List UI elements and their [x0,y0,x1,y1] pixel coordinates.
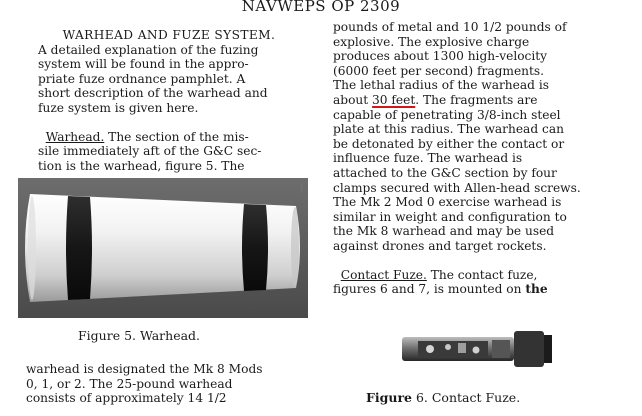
intro-line-0: A detailed explanation of the fuzing [38,42,259,57]
figure5-caption: Figure 5. Warhead. [78,328,201,343]
intro-line-3: short description of the warhead and [38,86,268,101]
right-line-2: produces about 1300 high-velocity [333,49,548,64]
right-after-line-2: be detonated by either the contact or [333,136,565,151]
contact-line-1: Contact Fuze. The contact fuze, [340,267,538,282]
tail-line-2: consists of approximately 14 1/2 [26,391,227,406]
right-line-1: explosive. The explosive charge [333,34,530,49]
right-line-3: (6000 feet per second) fragments. [333,63,545,78]
warhead-line-1: sile immediately aft of the G&C sec- [38,144,262,159]
margin-mark: ¦ [300,183,304,194]
figure6-caption: Figure 6. Contact Fuze. [366,390,521,405]
right-after-line-6: The Mk 2 Mod 0 exercise warhead is [333,195,562,210]
right-after-line-9: against drones and target rockets. [333,238,547,253]
right-after-line-7: similar in weight and configuration to [333,209,567,224]
right-after-line-4: attached to the G&C section by four [333,165,557,180]
contact-fuze-photo [398,323,556,373]
right-line-4: The lethal radius of the warhead is [333,78,549,93]
warhead-line-0: The section of the mis- [104,129,249,144]
right-after-line-3: influence fuze. The warhead is [333,151,523,166]
tail-line-1: 0, 1, or 2. The 25-pound warhead [26,376,233,391]
warhead-photo [18,178,308,318]
contact-line-2: figures 6 and 7, is mounted on the [333,282,548,297]
left-column [38,28,300,173]
lethal-paragraph-end [333,108,637,254]
lethal-radius-value: 30 feet [372,92,416,107]
contact-fuze-heading: Contact Fuze. [340,267,427,282]
intro-paragraph [38,43,300,116]
warhead-paragraph [38,130,300,174]
tail-line-0: warhead is designated the Mk 8 Mods [26,362,263,376]
intro-line-1: system will be found in the appro- [38,57,249,72]
intro-line-4: fuze system is given here. [38,100,199,115]
section-title: WARHEAD AND FUZE SYSTEM. [62,28,276,42]
right-line-0: pounds of metal and 10 1/2 pounds of [333,20,567,34]
right-after-line-0: capable of penetrating 3/8-inch steel [333,107,561,122]
page-header: NAVWEPS OP 2309 [241,0,401,15]
right-after-line-5: clamps secured with Allen-head screws. [333,180,581,195]
lethal-paragraph-start [333,20,637,93]
radius-line: about 30 feet. The fragments are [333,92,538,107]
warhead-tail-paragraph [26,362,316,406]
warhead-heading: Warhead. [45,129,105,144]
warhead-line-2: tion is the warhead, figure 5. The [38,158,245,173]
intro-line-2: priate fuze ordnance pamphlet. A [38,71,246,86]
right-after-line-1: plate at this radius. The warhead can [333,122,564,137]
right-after-line-8: the Mk 8 warhead and may be used [333,224,555,239]
right-column [333,20,637,297]
